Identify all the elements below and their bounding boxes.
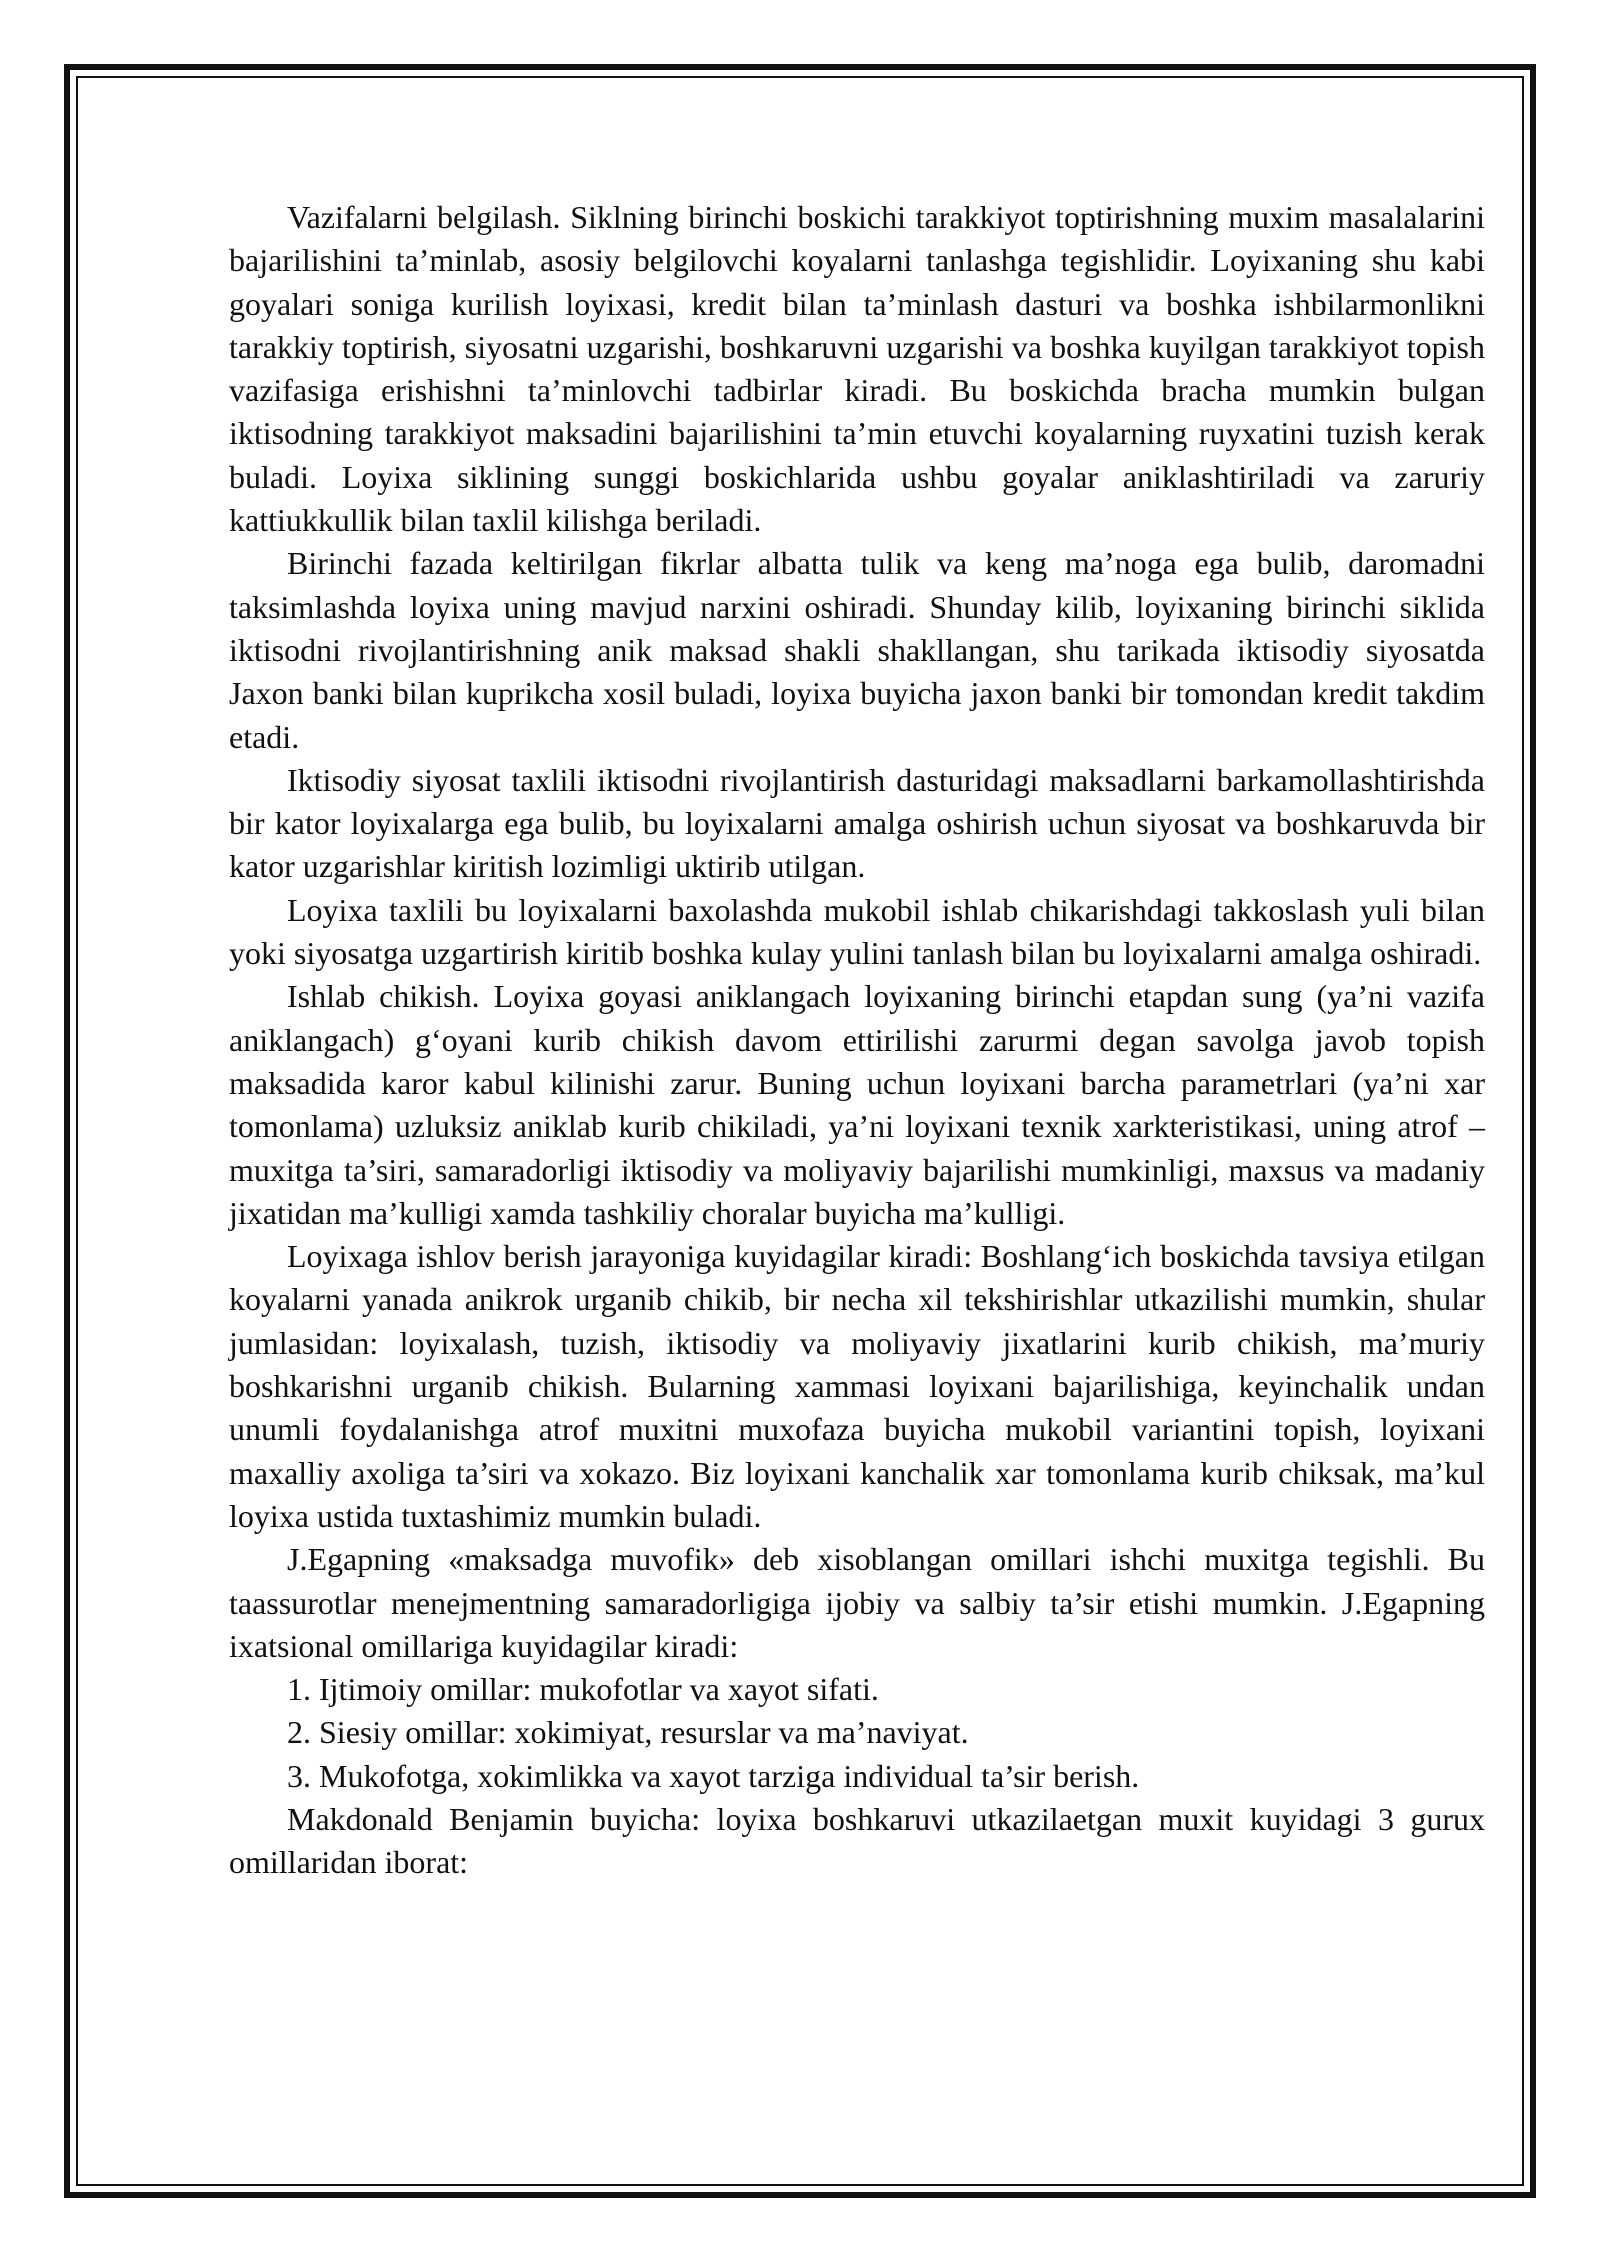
paragraph-loyixa-taxlili: Loyixa taxlili bu loyixalarni baxolashda mukobil ishlab chikarishdagi takkoslash yuli bilan yoki siyosatga uzgartirish kiritib boshka kulay yulini tanlash bilan bu loyixalarni amalga oshiradi. [229,891,1485,972]
list-item-ijtimoiy-omillar: 1. Ijtimoiy omillar: mukofotlar va xayot sifati. [287,1671,879,1708]
paragraph-birinchi-fazada: Birinchi fazada keltirilgan fikrlar albatta tulik va keng ma’noga ega bulib, daromadni taksimlashda loyixa uning mavjud narxini oshiradi. Shunday kilib, loyixaning birinchi siklida iktisodni rivojlantirishning anik maksad shakli shakllangan, shu tarikada iktisodiy siyosatda Jaxon banki bilan kuprikcha xosil buladi, loyixa buyicha jaxon banki bir tomondan kredit takdim etadi. [229,545,1485,755]
document-body [229,196,1485,1885]
list-item-mukofotga: 3. Mukofotga, xokimlikka va xayot tarziga individual ta’sir berish. [287,1757,1140,1794]
paragraph-ishlab-chikish: Ishlab chikish. Loyixa goyasi aniklangach loyixaning birinchi etapdan sung (ya’ni vazifa aniklangach) g‘oyani kurib chikish davom ettirilishi zarurmi degan savolga javob topish maksadida karor kabul kilinishi zarur. Buning uchun loyixani barcha parametrlari (ya’ni xar tomonlama) uzluksiz aniklab kurib chikiladi, ya’ni loyixani texnik xarkteristikasi, uning atrof – muxitga ta’siri, samaradorligi iktisodiy va moliyaviy bajarilishi mumkinligi, maxsus va madaniy jixatidan ma’kulligi xamda tashkiliy choralar buyicha ma’kulligi. [229,978,1485,1231]
paragraph-vazifalarni-belgilash: Vazifalarni belgilash. Siklning birinchi boskichi tarakkiyot toptirishning muxim masalalarini bajarilishini ta’minlab, asosiy belgilovchi koyalarni tanlashga tegishlidir. Loyixaning shu kabi goyalari soniga kurilish loyixasi, kredit bilan ta’minlash dasturi va boshka ishbilarmonlikni tarakkiy toptirish, siyosatni uzgarishi, boshkaruvni uzgarishi va boshka kuyilgan tarakkiyot topish vazifasiga erishishni ta’minlovchi tadbirlar kiradi. Bu boskichda bracha mumkin bulgan iktisodning tarakkiyot maksadini bajarilishini ta’min etuvchi koyalarning ruyxatini tuzish kerak buladi. Loyixa siklining sunggi boskichlarida ushbu goyalar aniklashtiriladi va zaruriy kattiukkullik bilan taxlil kilishga beriladi. [229,199,1485,539]
list-item-siesiy-omillar: 2. Siesiy omillar: xokimiyat, resurslar va ma’naviyat. [287,1714,969,1751]
paragraph-iktisodiy-siyosat: Iktisodiy siyosat taxlili iktisodni rivojlantirish dasturidagi maksadlarni barkamollashtirishda bir kator loyixalarga ega bulib, bu loyixalarni amalga oshirish uchun siyosat va boshkaruvda bir kator uzgarishlar kiritish lozimligi uktirib utilgan. [229,761,1485,885]
paragraph-loyixaga-ishlov: Loyixaga ishlov berish jarayoniga kuyidagilar kiradi: Boshlang‘ich boskichda tavsiya etilgan koyalarni yanada anikrok urganib chikib, bir necha xil tekshirishlar utkazilishi mumkin, shular jumlasidan: loyixalash, tuzish, iktisodiy va moliyaviy jixatlarini kurib chikish, ma’muriy boshkarishni urganib chikish. Bularning xammasi loyixani bajarilishiga, keyinchalik undan unumli foydalanishga atrof muxitni muxofaza buyicha mukobil variantini topish, loyixani maxalliy axoliga ta’siri va xokazo. Biz loyixani kanchalik xar tomonlama kurib chiksak, ma’kul loyixa ustida tuxtashimiz mumkin buladi. [229,1238,1485,1534]
paragraph-j-egapning: J.Egapning «maksadga muvofik» deb xisoblangan omillari ishchi muxitga tegishli. Bu taassurotlar menejmentning samaradorligiga ijobiy va salbiy ta’sir etishi mumkin. J.Egapning ixatsional omillariga kuyidagilar kiradi: [229,1541,1485,1664]
paragraph-makdonald-benjamin: Makdonald Benjamin buyicha: loyixa boshkaruvi utkazilaetgan muxit kuyidagi 3 gurux omillaridan iborat: [229,1800,1485,1881]
